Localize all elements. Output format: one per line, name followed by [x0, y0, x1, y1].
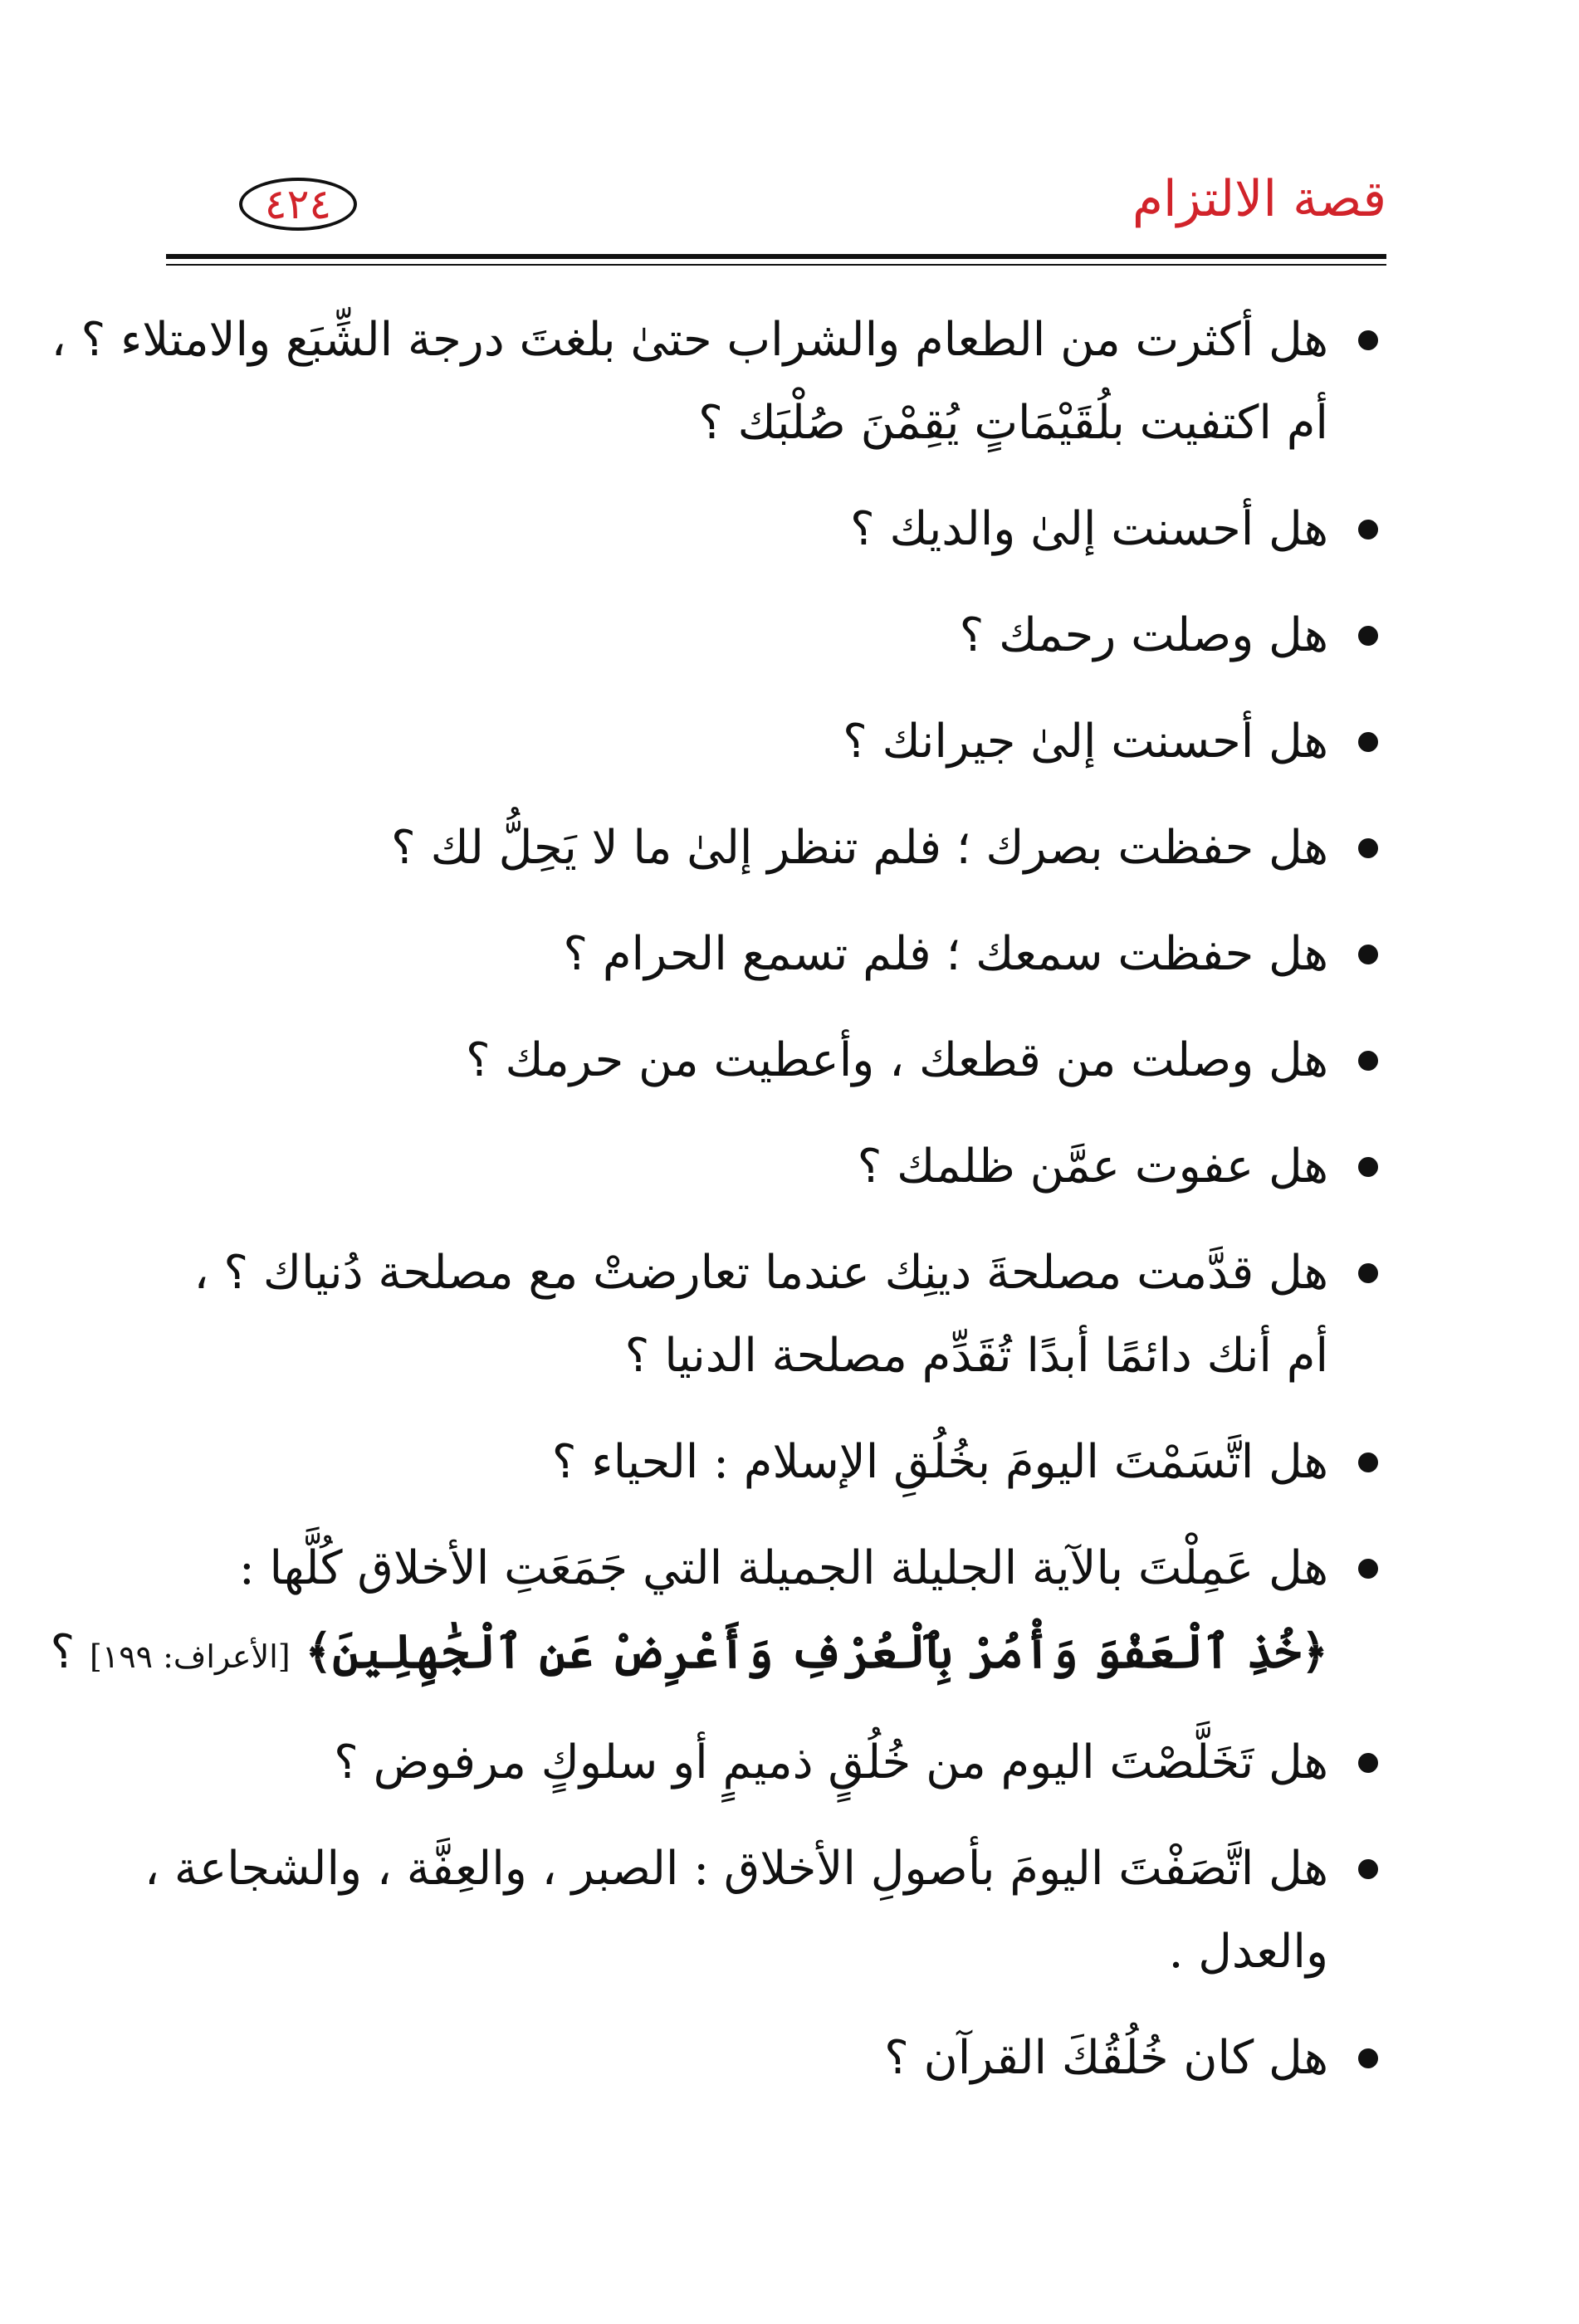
- item-text: هل أحسنت إلىٰ جيرانك ؟: [843, 715, 1328, 769]
- question-list: [50, 299, 1386, 2123]
- list-item: [51, 299, 1386, 465]
- bullet-icon: [1358, 1452, 1378, 1472]
- bullet-icon: [1358, 838, 1378, 858]
- list-item: [166, 701, 1386, 784]
- verse-reference: [الأعراف: ١٩٩]: [89, 1638, 291, 1675]
- list-item: [166, 1125, 1386, 1208]
- item-text: هل عَمِلْتَ بالآية الجليلة الجميلة التي جَمَعَتِ الأخلاق كُلَّها :: [238, 1541, 1328, 1595]
- list-item: [50, 1527, 1386, 1698]
- bullet-icon: [1358, 2048, 1378, 2068]
- item-text: والعدل .: [1168, 1925, 1328, 1979]
- item-text: هل كان خُلُقُكَ القرآن ؟: [884, 2031, 1328, 2085]
- item-text: هل وصلت من قطعك ، وأعطيت من حرمك ؟: [466, 1033, 1328, 1087]
- bullet-icon: [1358, 1559, 1378, 1579]
- list-item: [166, 1019, 1386, 1102]
- bullet-icon: [1358, 1753, 1378, 1773]
- bullet-icon: [1358, 1157, 1378, 1177]
- list-item: [166, 594, 1386, 677]
- item-text: هل اتَّصَفْتَ اليومَ بأصولِ الأخلاق : الصبر ، والعِفَّة ، والشجاعة ،: [144, 1842, 1328, 1896]
- bullet-icon: [1358, 1859, 1378, 1879]
- list-item: [166, 807, 1386, 890]
- running-header: [166, 166, 1386, 259]
- item-text: هل قدَّمت مصلحةَ دينِك عندما تعارضتْ مع مصلحة دُنياك ؟ ،: [193, 1246, 1328, 1300]
- list-item: [166, 488, 1386, 571]
- item-text: هل أكثرت من الطعام والشراب حتىٰ بلغتَ درجة الشِّبَع والامتلاء ؟ ،: [51, 313, 1328, 367]
- bullet-icon: [1358, 520, 1378, 540]
- page-number-oval: [239, 178, 357, 231]
- item-text: هل حفظت سمعك ؛ فلم تسمع الحرام ؟: [563, 927, 1328, 981]
- bullet-icon: [1358, 626, 1378, 646]
- quran-verse-line: [50, 1610, 1328, 1698]
- list-item: [144, 1828, 1386, 1994]
- list-item: [166, 2017, 1386, 2100]
- item-text: هل حفظت بصرك ؛ فلم تنظر إلىٰ ما لا يَحِلُّ لك ؟: [391, 821, 1328, 875]
- book-title: قصة الالتزام: [1132, 170, 1386, 228]
- item-text: هل أحسنت إلىٰ والديك ؟: [849, 502, 1328, 556]
- quran-verse: ﴿خُذِ ٱلْعَفْوَ وَأْمُرْ بِٱلْعُرْفِ وَأَعْرِضْ عَنِ ٱلْجَٰهِلِينَ﴾: [305, 1624, 1328, 1679]
- item-text: أم اكتفيت بلُقَيْمَاتٍ يُقِمْنَ صُلْبَك ؟: [698, 396, 1328, 450]
- header-rule-thin: [166, 264, 1386, 266]
- bullet-icon: [1358, 1263, 1378, 1283]
- list-item: [166, 1421, 1386, 1504]
- bullet-icon: [1358, 330, 1378, 350]
- bullet-icon: [1358, 1051, 1378, 1071]
- question-mark: ؟: [50, 1625, 76, 1679]
- list-item: [166, 1721, 1386, 1804]
- page-number: ٤٢٤: [264, 180, 332, 228]
- list-item: [166, 1232, 1386, 1398]
- header-rule-thick: [166, 254, 1386, 259]
- item-text: هل عفوت عمَّن ظلمك ؟: [857, 1140, 1328, 1194]
- item-text: هل وصلت رحمك ؟: [959, 608, 1328, 662]
- item-text: هل اتَّسَمْتَ اليومَ بخُلُقِ الإسلام : الحياء ؟: [551, 1435, 1328, 1489]
- item-text: هل تَخَلَّصْتَ اليوم من خُلُقٍ ذميمٍ أو سلوكٍ مرفوض ؟: [334, 1736, 1328, 1789]
- list-item: [166, 913, 1386, 996]
- item-text: أم أنك دائمًا أبدًا تُقَدِّم مصلحة الدنيا ؟: [624, 1329, 1328, 1383]
- bullet-icon: [1358, 732, 1378, 752]
- bullet-icon: [1358, 945, 1378, 964]
